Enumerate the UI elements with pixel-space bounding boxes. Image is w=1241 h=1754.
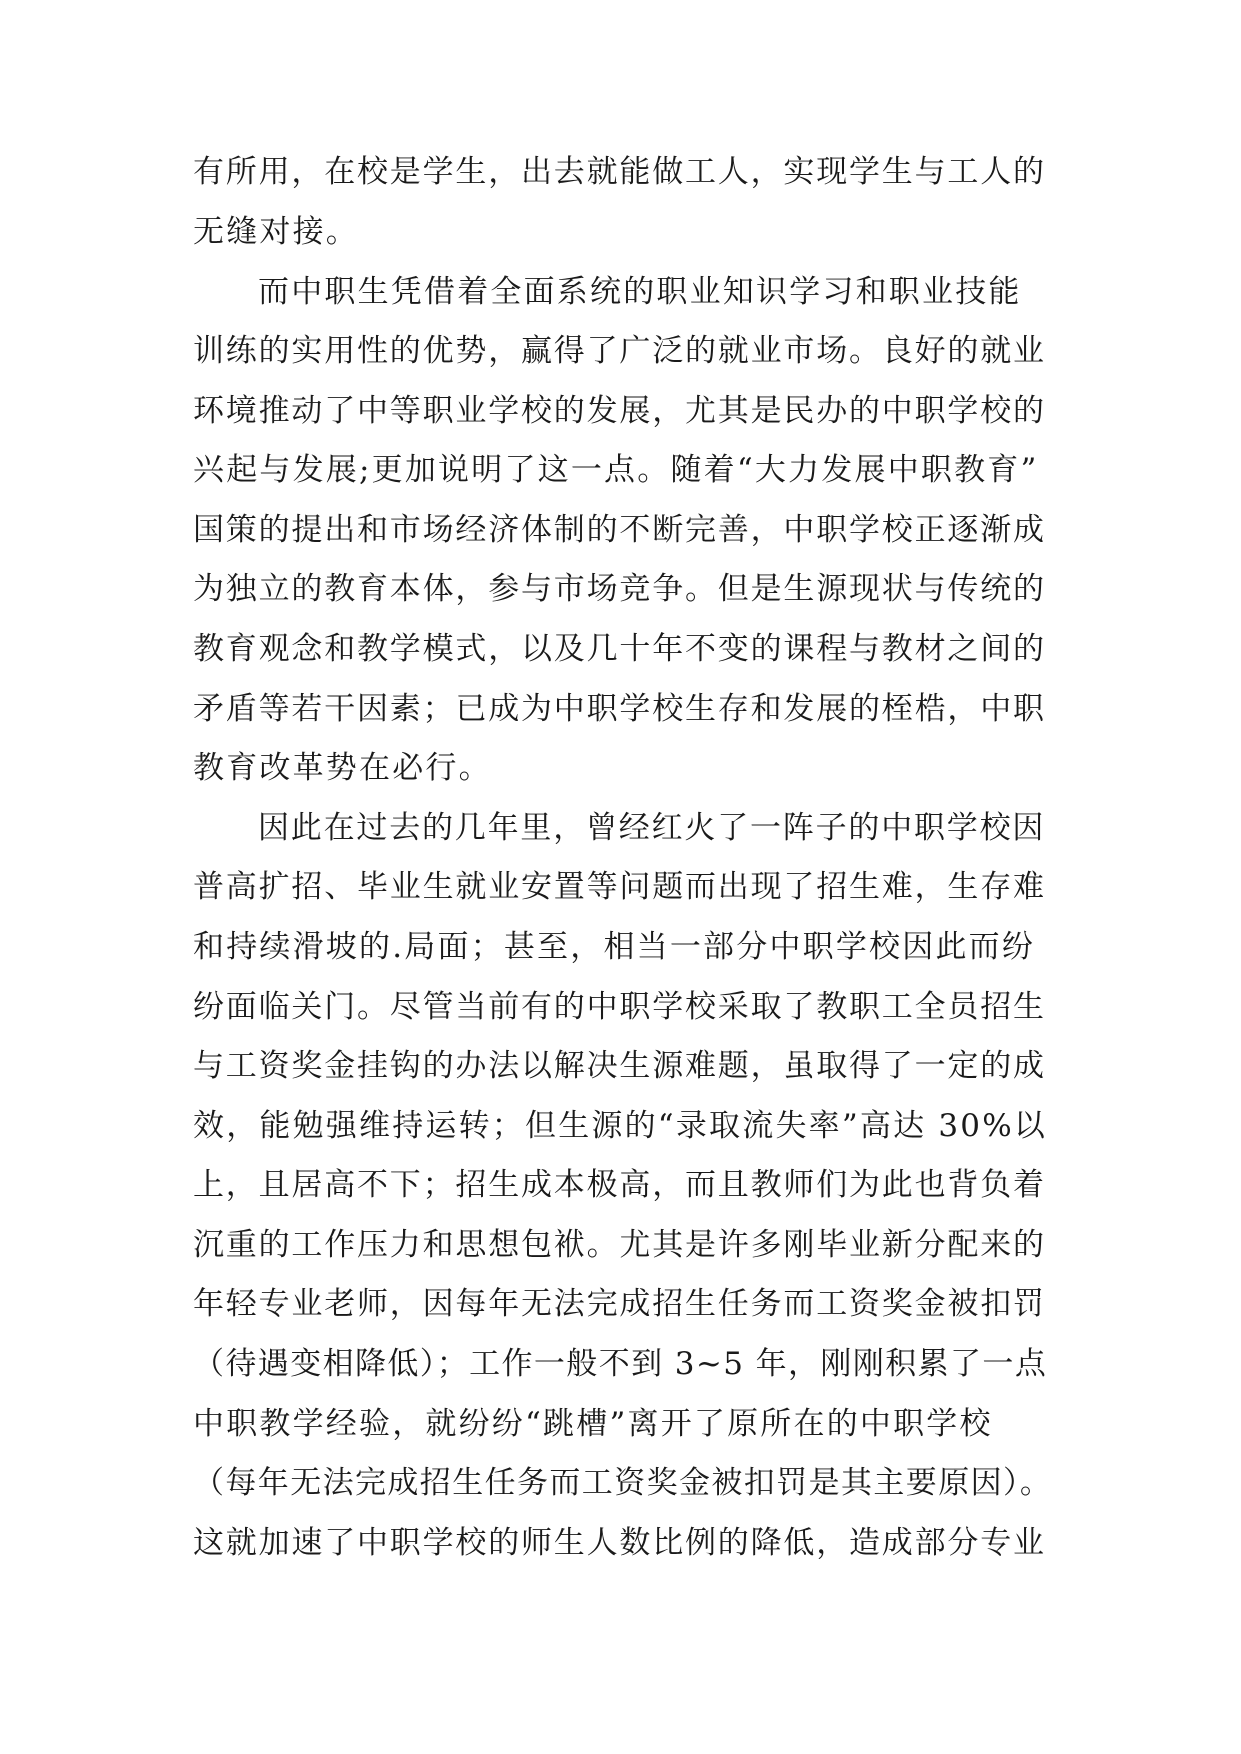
text-line: 兴起与发展;更加说明了这一点。随着“大力发展中职教育” <box>193 452 1039 488</box>
text-line: 沉重的工作压力和思想包袱。尤其是许多刚毕业新分配来的 <box>193 1227 1046 1263</box>
text-line: 环境推动了中等职业学校的发展，尤其是民办的中职学校的 <box>193 393 1046 429</box>
text-line: 这就加速了中职学校的师生人数比例的降低，造成部分专业 <box>193 1525 1046 1561</box>
text-line: 教育观念和教学模式，以及几十年不变的课程与教材之间的 <box>193 631 1046 667</box>
text-line: 普高扩招、毕业生就业安置等问题而出现了招生难，生存难 <box>193 869 1046 905</box>
text-line: 教育改革势在必行。 <box>193 750 492 786</box>
text-line: 为独立的教育本体，参与市场竞争。但是生源现状与传统的 <box>193 571 1046 607</box>
text-line: 有所用，在校是学生，出去就能做工人，实现学生与工人的 <box>193 154 1046 190</box>
text-line: 与工资奖金挂钩的办法以解决生源难题，虽取得了一定的成 <box>193 1048 1046 1084</box>
text-line: 效，能勉强维持运转；但生源的“录取流失率”高达 30%以 <box>193 1108 1048 1144</box>
text-line: 训练的实用性的优势，赢得了广泛的就业市场。良好的就业 <box>193 333 1046 369</box>
text-line: 和持续滑坡的.局面；甚至，相当一部分中职学校因此而纷 <box>193 929 1036 965</box>
text-line: 矛盾等若干因素；已成为中职学校生存和发展的桎梏，中职 <box>193 691 1046 727</box>
paragraph-first-line: 而中职生凭借着全面系统的职业知识学习和职业技能 <box>258 274 1022 310</box>
text-line: 纷面临关门。尽管当前有的中职学校采取了教职工全员招生 <box>193 989 1046 1025</box>
text-line: （待遇变相降低）；工作一般不到 3~5 年，刚刚积累了一点 <box>193 1346 1048 1382</box>
text-line: 中职教学经验，就纷纷“跳槽”离开了原所在的中职学校 <box>193 1406 993 1442</box>
text-line: 上，且居高不下；招生成本极高，而且教师们为此也背负着 <box>193 1167 1046 1203</box>
text-line: 无缝对接。 <box>193 214 359 250</box>
text-line: （每年无法完成招生任务而工资奖金被扣罚是其主要原因）。 <box>193 1465 1053 1501</box>
paragraph-first-line: 因此在过去的几年里，曾经红火了一阵子的中职学校因 <box>258 810 1046 846</box>
text-line: 国策的提出和市场经济体制的不断完善，中职学校正逐渐成 <box>193 512 1046 548</box>
text-line: 年轻专业老师，因每年无法完成招生任务而工资奖金被扣罚 <box>193 1286 1046 1322</box>
